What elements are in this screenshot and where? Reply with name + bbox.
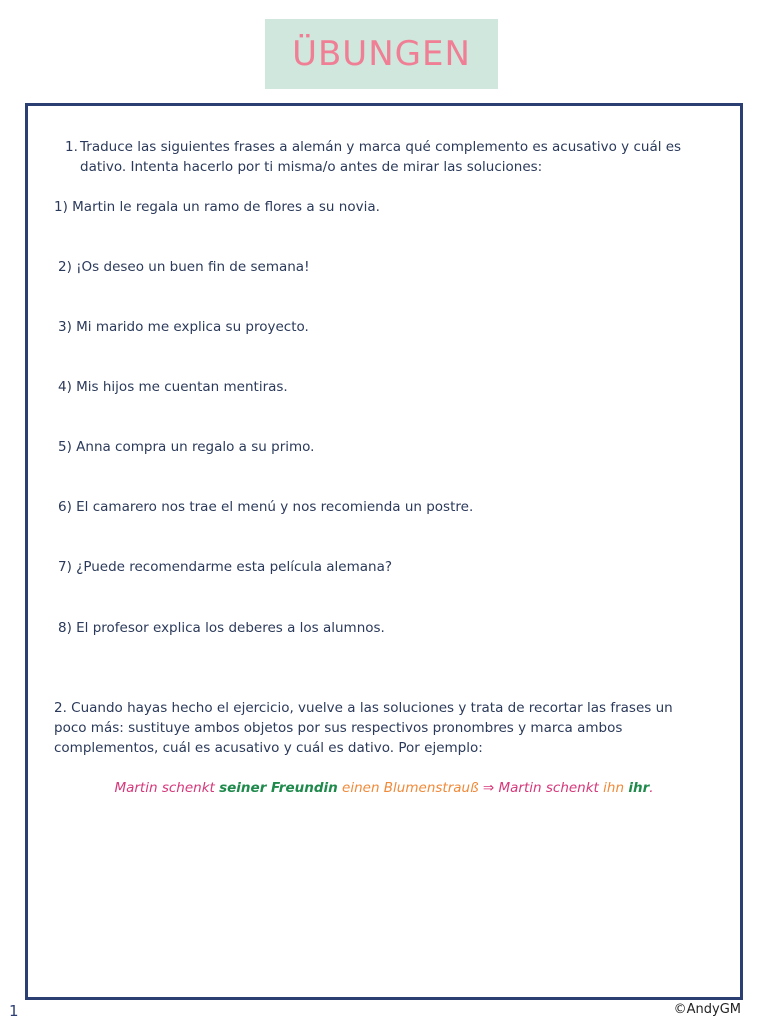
sentence-5: 5) Anna compra un regalo a su primo. bbox=[58, 439, 315, 455]
title-banner bbox=[265, 19, 498, 89]
example-sentence bbox=[0, 778, 768, 798]
sentence-7: 7) ¿Puede recomendarme esta película alemana? bbox=[58, 559, 393, 575]
example-accusative-pronoun: ihn bbox=[603, 780, 625, 796]
sentence-8: 8) El profesor explica los deberes a los alumnos. bbox=[58, 620, 385, 636]
exercise-1-line-2: dativo. Intenta hacerlo por ti misma/o antes de mirar las soluciones: bbox=[80, 159, 543, 175]
page-title: ÜBUNGEN bbox=[292, 34, 471, 74]
sentence-4: 4) Mis hijos me cuentan mentiras. bbox=[58, 379, 288, 395]
exercise-2-instruction: 2. Cuando hayas hecho el ejercicio, vuelve a las soluciones y trata de recortar las frases un poco más: sustituye ambos objetos por sus respectivos pronombres y marca ambos complementos, cuál es acusativo y cuál es dativo. Por ejemplo: bbox=[54, 700, 673, 756]
example-accusative: einen Blumenstrauß bbox=[342, 780, 479, 796]
example-period: . bbox=[649, 780, 654, 796]
arrow-icon: ⇒ bbox=[482, 780, 495, 796]
copyright: ©AndyGM bbox=[673, 1002, 741, 1017]
exercise-1-number: 1. bbox=[65, 139, 78, 155]
exercise-1-line-1: Traduce las siguientes frases a alemán y marca qué complemento es acusativo y cuál es bbox=[80, 139, 682, 155]
sentence-1: 1) Martin le regala un ramo de flores a su novia. bbox=[54, 199, 380, 215]
example-subject-verb: Martin schenkt bbox=[114, 780, 215, 796]
page-number: 1 bbox=[9, 1002, 19, 1020]
example-dative-pronoun: ihr bbox=[628, 780, 650, 796]
exercise-1-instruction bbox=[65, 137, 681, 157]
sentence-3: 3) Mi marido me explica su proyecto. bbox=[58, 319, 309, 335]
sentence-2: 2) ¡Os deseo un buen fin de semana! bbox=[58, 259, 310, 275]
content-frame bbox=[25, 103, 743, 1000]
example-subject-verb-short: Martin schenkt bbox=[498, 780, 599, 796]
example-dative: seiner Freundin bbox=[219, 780, 338, 796]
sentence-6: 6) El camarero nos trae el menú y nos recomienda un postre. bbox=[58, 499, 474, 515]
